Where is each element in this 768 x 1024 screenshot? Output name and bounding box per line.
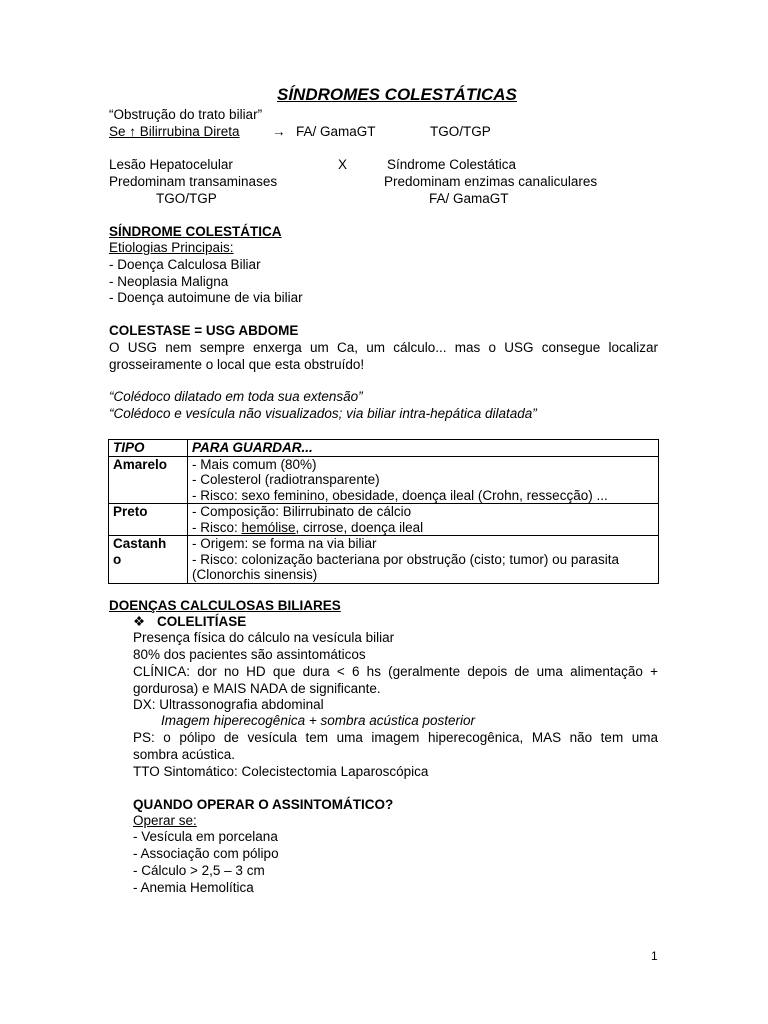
compare-right-1: Síndrome Colestática [387,157,517,172]
intro-fa: FA/ GamaGT [296,124,376,139]
calculus-types-table [108,439,659,584]
compare-right-3: FA/ GamaGT [429,191,509,206]
colestase-quote-2: “Colédoco e vesícula não visualizados; via biliar intra-hepática dilatada” [109,406,537,421]
table-cell-line: - Origem: se forma na via biliar [192,536,377,551]
colestase-paragraph-line-2: grosseiramente o local que esta obstruído! [109,357,365,372]
list-item: - Vesícula em porcelana [133,829,278,844]
table-cell-line: - Composição: Bilirrubinato de cálcio [192,504,412,519]
colestase-heading: COLESTASE = USG ABDOME [109,323,299,338]
doencas-heading: DOENÇAS CALCULOSAS BILIARES [109,598,341,613]
intro-bilirrubina: Se ↑ Bilirrubina Direta [109,124,240,139]
table-cell-line [192,520,654,536]
compare-right-2: Predominam enzimas canaliculares [384,174,598,189]
table-cell-line: - Risco: sexo feminino, obesidade, doença ileal (Crohn, ressecção) ... [192,487,608,503]
compare-x: X [338,157,348,172]
etiologias-label: Etiologias Principais: [109,240,234,255]
table-cell-line: - Mais comum (80%) [192,456,317,472]
operar-heading: QUANDO OPERAR O ASSINTOMÁTICO? [133,797,394,812]
intro-quote: “Obstrução do trato biliar” [109,107,263,122]
table-header-row [109,440,659,457]
colelitiase-line: TTO Sintomático: Colecistectomia Laparoscópica [133,764,429,779]
tipo-part-2: o [113,551,122,567]
colelitiase-line: 80% dos pacientes são assintomáticos [133,647,366,662]
table-cell-notes [188,536,659,584]
list-item: - Associação com pólipo [133,846,279,861]
list-item: - Doença Calculosa Biliar [109,257,261,272]
table-header-para-guardar: PARA GUARDAR... [188,440,659,457]
colestase-quote-1: “Colédoco dilatado em toda sua extensão” [109,389,363,404]
colelitiase-line: Presença física do cálculo na vesícula biliar [133,630,395,645]
table-header-tipo: TIPO [109,440,188,457]
list-item: - Neoplasia Maligna [109,274,229,289]
table-cell-line: (Clonorchis sinensis) [192,567,318,582]
colelitiase-heading: COLELITÍASE [157,614,247,629]
risk-prefix: - Risco: [192,519,242,535]
table-cell-line: - Colesterol (radiotransparente) [192,472,380,487]
compare-left-2: Predominam transaminases [109,174,278,189]
sindrome-heading: SÍNDROME COLESTÁTICA [109,224,282,239]
tipo-part-1: Castanh [113,536,167,551]
table-cell-tipo [109,536,188,584]
diamond-bullet-icon: ❖ [133,614,146,629]
intro-tgo: TGO/TGP [430,124,491,139]
table-row [109,456,659,504]
colestase-paragraph-line-1: O USG nem sempre enxerga um Ca, um cálculo... mas o USG consegue localizar [109,340,658,355]
table-cell-tipo: Amarelo [109,456,188,504]
table-row [109,536,659,584]
table-row [109,504,659,536]
operar-sub: Operar se: [133,813,197,828]
list-item: - Anemia Hemolítica [133,880,254,895]
list-item: - Doença autoimune de via biliar [109,290,303,305]
page-title: SÍNDROMES COLESTÁTICAS [277,85,517,104]
colelitiase-line: Imagem hiperecogênica + sombra acústica posterior [161,713,476,728]
compare-left-3: TGO/TGP [156,191,217,206]
table-cell-notes [188,456,659,504]
list-item: - Cálculo > 2,5 – 3 cm [133,863,265,878]
table-cell-line: - Risco: colonização bacteriana por obstrução (cisto; tumor) ou parasita [192,551,619,567]
colelitiase-line: CLÍNICA: dor no HD que dura < 6 hs (geralmente depois de uma alimentação + [133,664,658,679]
table-cell-notes [188,504,659,536]
risk-underlined: hemólise [241,519,296,535]
compare-left-1: Lesão Hepatocelular [109,157,233,172]
table-cell-tipo: Preto [109,504,188,536]
colelitiase-line: DX: Ultrassonografia abdominal [133,697,324,712]
page-number: 1 [651,949,658,963]
risk-suffix: , cirrose, doença ileal [295,519,424,535]
colelitiase-line: sombra acústica. [133,747,236,762]
arrow-icon: → [272,124,286,139]
colelitiase-line: gordurosa) e MAIS NADA de significante. [133,681,381,696]
colelitiase-line: PS: o pólipo de vesícula tem uma imagem hiperecogênica, MAS não tem uma [133,730,658,745]
